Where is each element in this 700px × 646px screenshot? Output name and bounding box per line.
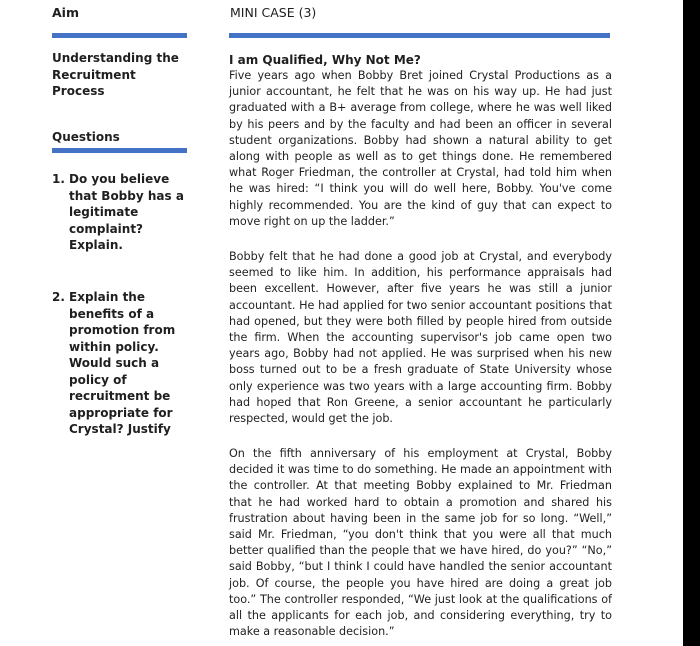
mini-case-header: MINI CASE (3) [230, 5, 317, 20]
accent-divider-questions [52, 148, 187, 153]
accent-divider-left [52, 33, 187, 38]
question-text: Do you believe that Bobby has a legitimate complaint? Explain. [69, 172, 184, 252]
aim-header: Aim [52, 5, 79, 20]
question-text: Explain the benefits of a promotion from within policy. Would such a policy of recruitment be appropriate for Crystal? Justify [69, 290, 176, 436]
question-2 [52, 289, 181, 438]
accent-divider-right [229, 33, 610, 38]
questions-heading: Questions [52, 130, 120, 144]
question-number: 2. [52, 290, 65, 304]
case-paragraph-3: On the fifth anniversary of his employment at Crystal, Bobby decided it was time to do something. He made an appointment with the controller. At that meeting Bobby explained to Mr. Friedman that he had worked hard to obtain a promotion and shared his frustration about having been in the same job for so long. “Well,” said Mr. Friedman, “you don't think that you were all that much better qualified than the people that we have hired, do you?” “No,” said Bobby, “but I think I could have handled the senior accountant job. Of course, the people you have hired are doing a great job too.” The controller responded, “We just look at the qualifications of all the applicants for each job, and considering everything, try to make a reasonable decision.” [229, 447, 612, 639]
case-paragraph-1: Five years ago when Bobby Bret joined Crystal Productions as a junior accountant, he felt that he was on his way up. He had just graduated with a B+ average from college, where he was well liked by his peers and by the faculty and had been an officer in several student organizations. Bobby had shown a natural ability to get along with people as well as to get things done. He remembered what Roger Friedman, the controller at Crystal, had told him when he was hired: “I think you will do well here, Bobby. You've come highly recommended. You are the kind of guy that can expect to move right on up the ladder.” [229, 69, 612, 228]
question-number: 1. [52, 172, 65, 186]
section-title: Understanding the Recruitment Process [52, 51, 179, 98]
page-edge-shadow [683, 0, 700, 646]
case-paragraph-2: Bobby felt that he had done a good job at Crystal, and everybody seemed to like him. In addition, his performance appraisals had been excellent. However, after five years he was still a junior accountant. He had applied for two senior accountant positions that had opened, but they were both filled by people hired from outside the firm. When the accounting supervisor's job came open two years ago, Bobby had not applied. He was surprised when his new boss turned out to be a fresh graduate of State University whose only experience was two years with a large accounting firm. Bobby had hoped that Ron Greene, a senior accountant he particularly respected, would get the job. [229, 250, 612, 426]
question-1 [52, 171, 197, 254]
case-title: I am Qualified, Why Not Me? [229, 53, 421, 67]
